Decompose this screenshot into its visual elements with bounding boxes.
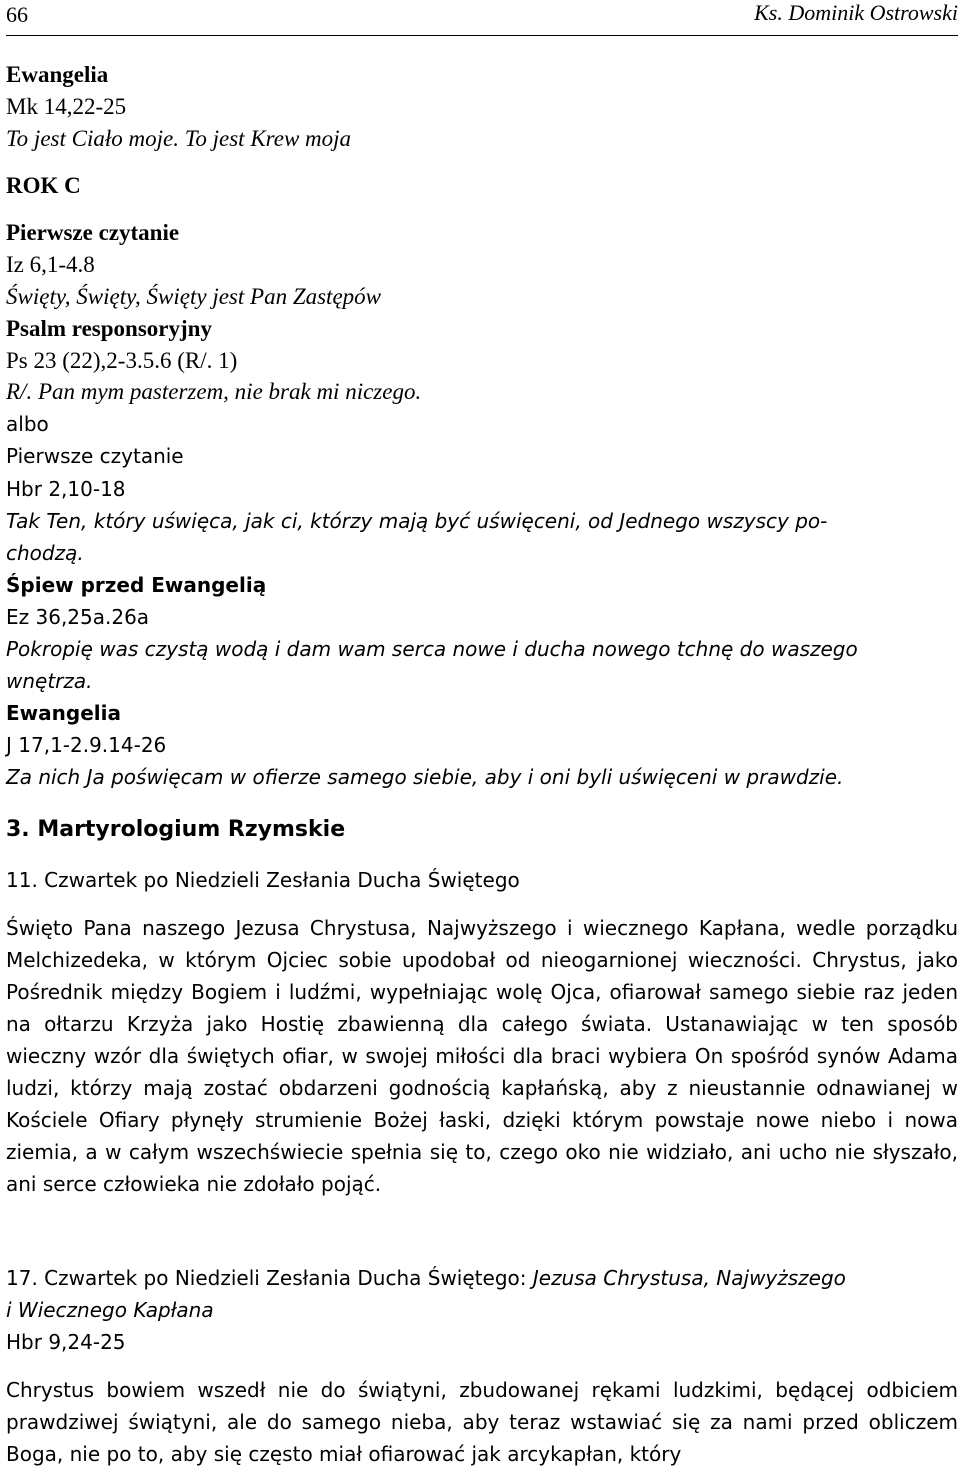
martyrology-entry-text: Święto Pana naszego Jezusa Chrystusa, Najwyższego i wiecznego Kapłana, wedle porządku Melchizedeka, w którym Ojciec sobie upodobał od nieogarnionej wieczności. Chrystus, jako Pośrednik między Bogiem i ludźmi, wypełniając wolę Ojca, ofiarował samego siebie raz jeden na ołtarzu Krzyża jako Hostię zbawienną dla całego świata. Ustanawiając w ten sposób wieczny wzór dla świętych ofiar, w swojej miłości dla braci wybiera On spośród synów Adama ludzi, którzy mają zostać obdarzeni godnością kapłańską, aby z nieustannie odnawianej w Kościele Ofiary płynęły strumienie Bożej łaski, dzięki którym powstaje nowe niebo i nowa ziemia, a w całym wszechświecie spełnia się to, czego oko nie widziało, ani ucho nie słyszało, ani serce człowieka nie zdołało pojąć. xyxy=(6,916,958,1196)
martyrology-entry-heading: 11. Czwartek po Niedzieli Zesłania Ducha Świętego xyxy=(6,868,520,892)
martyrology-entry2-heading xyxy=(6,1264,846,1293)
gospel-heading: Ewangelia xyxy=(6,62,109,87)
first-reading-title: Święty, Święty, Święty jest Pan Zastępów xyxy=(6,284,381,309)
entry2-text: Chrystus bowiem wszedł nie do świątyni, zbudowanej rękami ludzkimi, będącej odbiciem prawdziwej świątyni, ale do samego nieba, aby teraz wstawiać się za nami przed obliczem Boga, nie po to, aby się często miał ofiarować jak arcykapłan, który xyxy=(6,1378,958,1466)
first-reading-alt-reference: Hbr 2,10-18 xyxy=(6,477,126,501)
entry2-heading-plain: 17. Czwartek po Niedzieli Zesłania Ducha Świętego: xyxy=(6,1266,533,1290)
year-c-heading: ROK C xyxy=(6,173,81,198)
acclamation-text-line1: Pokropię was czystą wodą i dam wam serca nowe i ducha nowego tchnę do waszego xyxy=(6,637,858,661)
page-header xyxy=(6,0,958,34)
entry2-heading-italic-line2: i Wiecznego Kapłana xyxy=(6,1298,214,1322)
psalm-heading: Psalm responsoryjny xyxy=(6,316,212,341)
acclamation-text-line2: wnętrza. xyxy=(6,669,93,693)
gospel-reference: Mk 14,22-25 xyxy=(6,94,127,119)
first-reading-alt-title-line2: chodzą. xyxy=(6,541,84,565)
first-reading-reference: Iz 6,1-4.8 xyxy=(6,252,95,277)
gospel-c-reference: J 17,1-2.9.14-26 xyxy=(6,733,167,757)
first-reading-heading: Pierwsze czytanie xyxy=(6,220,180,245)
martyrology-heading: 3. Martyrologium Rzymskie xyxy=(6,817,346,842)
acclamation-reference: Ez 36,25a.26a xyxy=(6,605,150,629)
gospel-c-title: Za nich Ja poświęcam w ofierze samego siebie, aby i oni byli uświęceni w prawdzie. xyxy=(6,765,844,789)
psalm-reference: Ps 23 (22),2-3.5.6 (R/. 1) xyxy=(6,348,238,373)
running-head: Ks. Dominik Ostrowski xyxy=(754,0,958,25)
entry2-reference: Hbr 9,24-25 xyxy=(6,1330,126,1354)
alternative-label: albo xyxy=(6,412,49,436)
page-number: 66 xyxy=(6,2,28,27)
psalm-refrain: R/. Pan mym pasterzem, nie brak mi niczego. xyxy=(6,379,422,404)
first-reading-alt-heading: Pierwsze czytanie xyxy=(6,444,184,468)
gospel-title: To jest Ciało moje. To jest Krew moja xyxy=(6,126,352,151)
first-reading-alt-title-line1: Tak Ten, który uświęca, jak ci, którzy mają być uświęceni, od Jednego wszyscy po- xyxy=(6,509,828,533)
gospel-c-heading: Ewangelia xyxy=(6,701,121,725)
acclamation-heading: Śpiew przed Ewangelią xyxy=(6,573,267,597)
entry2-heading-italic-line1: Jezusa Chrystusa, Najwyższego xyxy=(532,1266,846,1290)
header-rule xyxy=(6,35,958,36)
